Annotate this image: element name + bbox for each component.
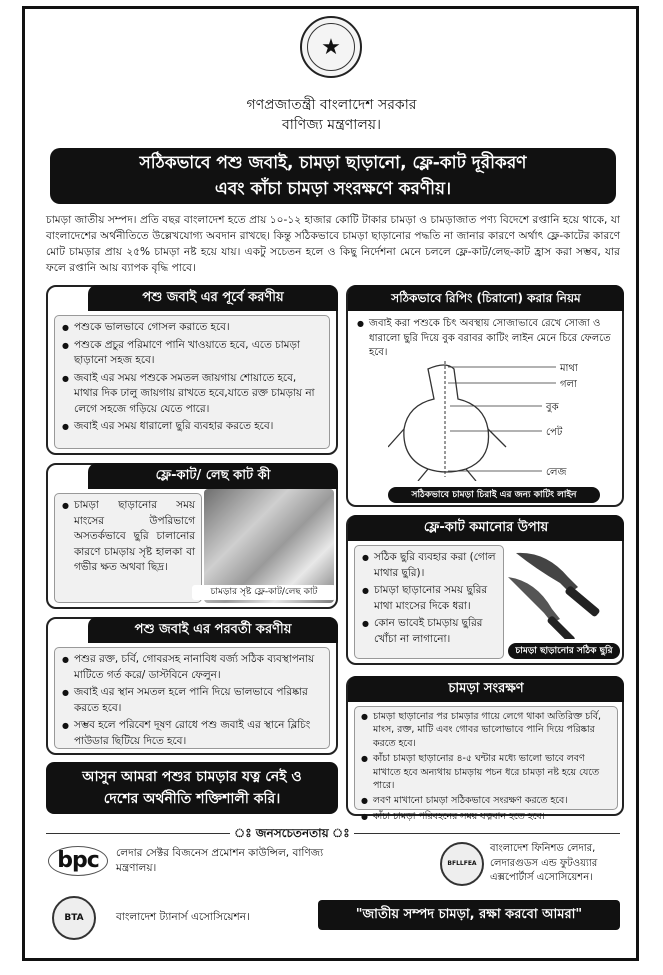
list-item: ● কোন ভাবেই চামড়ায় ছুরির খোঁচা না লাগানো। xyxy=(361,616,497,647)
appeal-line-2: দেশের অর্থনীতি শক্তিশালী করি। xyxy=(103,791,281,807)
list-item: ● পশুকে প্রচুর পরিমাণে পানি খাওয়াতে হবে, এতে চামড়া ছাড়ানো সহজ হবে। xyxy=(61,338,323,369)
preservation-panel xyxy=(354,706,618,822)
ripping-text xyxy=(356,317,618,363)
after-slaughter-panel xyxy=(54,647,330,749)
flay-cut-box xyxy=(46,463,338,609)
after-slaughter-box xyxy=(46,617,338,755)
banner-line-1: সঠিকভাবে পশু জবাই, চামড়া ছাড়ানো, ফ্লে-কাট দূরীকরণ xyxy=(139,153,527,173)
list-item: ● জবাই এর স্থান সমতল হলে পানি দিয়ে ভালভাবে পরিষ্কার করতে হবে। xyxy=(61,685,323,716)
flay-cut-title: ফ্লে-কাট/ লেছ কাট কী xyxy=(88,463,338,489)
list-item: ● সঠিক ছুরি ব্যবহার করা (গোল মাথার ছুরি)। xyxy=(361,550,497,581)
slogan-banner: "জাতীয় সম্পদ চামড়া, রক্ষা করবো আমরা" xyxy=(318,900,620,930)
ripping-caption: সঠিকভাবে চামড়া চিরাই এর জন্য কাটিং লাইন xyxy=(388,487,600,503)
label-neck: গলা xyxy=(560,379,577,390)
bangladesh-map-icon: ★ xyxy=(307,23,355,71)
before-slaughter-panel xyxy=(54,315,330,449)
list-item: ● জবাই এর সময় ধারালো ছুরি ব্যবহার করতে হবে। xyxy=(61,419,323,435)
government-seal xyxy=(300,16,362,78)
list-item: ● পশুর রক্ত, চর্বি, গোবরসহ নানাবিধ বর্জ্য সঠিক ব্যবস্থাপনায় মাটিতে গর্ত করে/ ডাস্টবিনে ফেলুন। xyxy=(61,652,323,683)
list-item: ● জবাই করা পশুকে চিৎ অবস্থায় সোজাভাবে রেখে সোজা ও ধারালো ছুরি দিয়ে বুক বরাবর কাটিং লাইন মেনে চিরে ফেলতে হবে। xyxy=(356,317,618,361)
list-item: ● লবণ মাখানো চামড়া সঠিকভাবে সংরক্ষণ করতে হবে। xyxy=(360,794,612,807)
appeal-line-1: আসুন আমরা পশুর চামড়ার যত্ন নেই ও xyxy=(82,769,302,785)
org-bta: বাংলাদেশ ট্যানার্স এসোসিয়েশন। xyxy=(116,911,250,923)
flay-cut-panel xyxy=(54,493,202,603)
ripping-title: সঠিকভাবে রিপিং (চিরানো) করার নিয়ম xyxy=(348,285,624,311)
after-slaughter-title: পশু জবাই এর পরবর্তী করণীয় xyxy=(88,617,338,643)
knife-caption: চামড়া ছাড়ানোর সঠিক ছুরি xyxy=(508,643,620,659)
ripping-box xyxy=(346,285,624,507)
preservation-list xyxy=(360,710,612,823)
knife-icon xyxy=(506,547,620,639)
list-item: ● পশুকে ভালভাবে গোসল করাতে হবে। xyxy=(61,320,323,336)
reduce-flay-cut-panel xyxy=(354,545,504,659)
list-item: ● চামড়া ছাড়ানোর সময় ছুরির মাথা মাংসের দিকে ধরা। xyxy=(361,583,497,614)
list-item: ● কাঁচা চামড়া ছাড়ানোর ৪-৫ ঘন্টার মধ্যে ভালো ভাবে লবণ মাখাতে হবে অন্যথায় চামড়ায় পচন ধরে চামড়া নষ্ট হয়ে যেতে পারে। xyxy=(360,752,612,792)
list-item: ● চামড়া ছাড়ানোর সময় মাংসের উপরিভাগে অসতর্কভাবে ছুরি চালানোর কারণে চামড়ায় সৃষ্ট হালকা বা গভীর ক্ষত অথবা ছিদ্র। xyxy=(61,498,195,576)
list-item: ● জবাই এর সময় পশুকে সমতল জায়গায় শোয়াতে হবে, মাথার দিক ঢালু জায়গায় রাখতে হবে,যাতে রক্ত চামড়ায় না লেগে সহজে গড়িয়ে যেতে পারে। xyxy=(61,371,323,418)
ministry-name: বাণিজ্য মন্ত্রণালয়। xyxy=(281,117,382,133)
after-slaughter-list xyxy=(61,652,323,749)
banner-line-2: এবং কাঁচা চামড়া সংরক্ষণে করণীয়। xyxy=(214,179,452,199)
hide-cutting-diagram xyxy=(388,359,618,481)
label-belly: পেট xyxy=(546,427,563,438)
flay-cut-list xyxy=(61,498,195,576)
government-name: গণপ্রজাতন্ত্রী বাংলাদেশ সরকার xyxy=(246,97,417,113)
before-slaughter-title: পশু জবাই এর পূর্বে করণীয় xyxy=(88,285,338,311)
intro-paragraph: চামড়া জাতীয় সম্পদ। প্রতি বছর বাংলাদেশ হতে প্রায় ১০-১২ হাজার কোটি টাকার চামড়া ও চামড়াজাত পণ্য বিদেশে রপ্তানি হয়ে থাকে, যা বাংলাদেশের অর্থনীতিতে উল্লেখযোগ্য অবদান রাখছে। কিন্তু সঠিকভাবে চামড়া ছাড়ানোর পদ্ধতি না জানার কারণে অর্থাৎ ফ্লে-কাটের কারণে মোট চামড়ার প্রায় ২৫% চামড়া নষ্ট হয়ে যায়। একটু সচেতন হলে ও কিছু নির্দেশনা মেনে চললে ফ্লে-কাট/লেছ-কাট হ্রাস করা সম্ভব, যার ফলে রপ্তানি আয় ব্যাপক বৃদ্ধি পাবে। xyxy=(46,214,620,274)
bta-logo: BTA xyxy=(52,896,96,940)
reduce-flay-cut-list xyxy=(361,550,497,647)
list-item: ● চামড়া ছাড়ানোর পর চামড়ার গায়ে লেগে থাকা অতিরিক্ত চর্বি, মাংস, রক্ত, মাটি এবং গোবর ভালোভাবে পানি দিয়ে পরিষ্কার করতে হবে। xyxy=(360,710,612,750)
awareness-heading: ঃ জনসচেতনতায় ঃ xyxy=(230,825,354,845)
appeal-banner xyxy=(46,762,338,814)
bfllfea-logo: BFLLFEA xyxy=(440,842,484,886)
before-slaughter-box xyxy=(46,285,338,455)
org-bfllfea: বাংলাদেশ ফিনিশড লেদার, লেদারগুডস এন্ড ফুটওয়্যার এক্সপোর্টার্স এসোসিয়েশন। xyxy=(490,843,598,883)
before-slaughter-list xyxy=(61,320,323,435)
label-tail: লেজ xyxy=(546,467,567,478)
label-head: মাথা xyxy=(560,363,578,374)
preservation-title: চামড়া সংরক্ষণ xyxy=(348,676,624,702)
list-item: ● সম্ভব হলে পরিবেশ দূষণ রোধে পশু জবাই এর স্থানে ব্লিচিং পাউডার ছিটিয়ে দিতে হবে। xyxy=(61,718,323,749)
flay-cut-photo-caption: চামড়ার সৃষ্ট ফ্লে-কাট/লেছ কাট xyxy=(192,585,336,600)
title-banner xyxy=(50,148,616,204)
ripping-list xyxy=(356,317,618,361)
reduce-flay-cut-box xyxy=(346,515,624,665)
label-chest: বুক xyxy=(546,402,559,413)
reduce-flay-cut-title: ফ্লে-কাট কমানোর উপায় xyxy=(348,515,624,541)
list-item: ● কাঁচা চামড়া পরিবহনের সময় যত্নবান হতে হবে। xyxy=(360,810,612,823)
preservation-box xyxy=(346,676,624,822)
org-bpc: লেদার সেক্টর বিজনেস প্রমোশন কাউন্সিল, বাণিজ্য মন্ত্রণালয়। xyxy=(116,847,324,874)
bpc-logo: bpc xyxy=(48,846,108,876)
